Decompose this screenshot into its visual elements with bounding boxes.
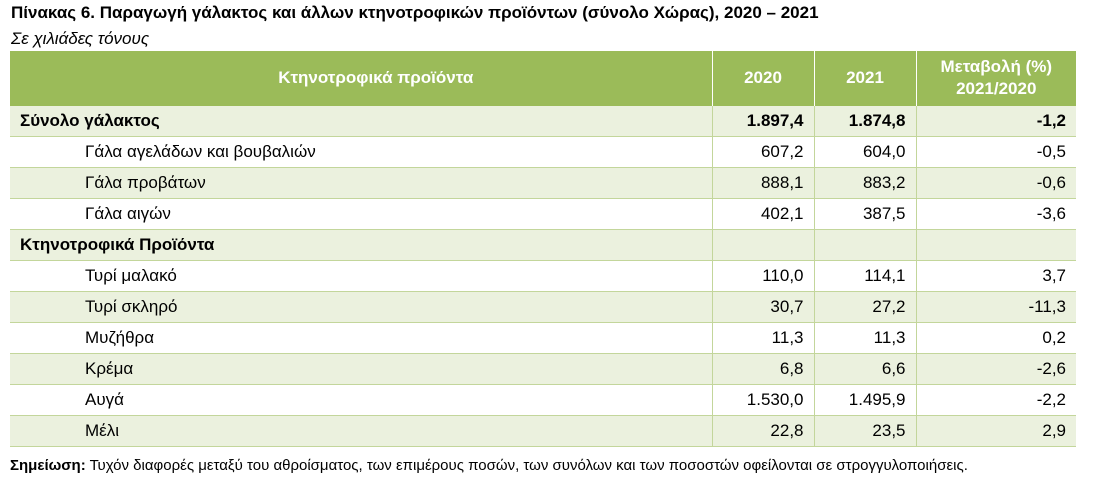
cell-change: -1,2 bbox=[916, 106, 1076, 137]
cell-change: -0,6 bbox=[916, 168, 1076, 199]
cell-2020: 11,3 bbox=[712, 323, 814, 354]
table-note bbox=[10, 455, 1076, 476]
cell-2021 bbox=[814, 230, 916, 261]
table-row bbox=[10, 323, 1076, 354]
cell-2020: 1.897,4 bbox=[712, 106, 814, 137]
header-change bbox=[916, 51, 1076, 106]
table-row bbox=[10, 199, 1076, 230]
note-text: Τυχόν διαφορές μεταξύ του αθροίσματος, των επιμέρους ποσών, των συνόλων και των ποσοστών οφείλονται σε στρογγυλοποιήσεις. bbox=[89, 457, 968, 474]
header-change-line1: Μεταβολή (%) bbox=[940, 57, 1053, 76]
cell-2020: 888,1 bbox=[712, 168, 814, 199]
header-2021: 2021 bbox=[814, 51, 916, 106]
cell-change: -2,6 bbox=[916, 354, 1076, 385]
header-2020: 2020 bbox=[712, 51, 814, 106]
table-row bbox=[10, 168, 1076, 199]
row-label: Σύνολο γάλακτος bbox=[10, 106, 712, 137]
table-body bbox=[10, 106, 1076, 447]
cell-change: -3,6 bbox=[916, 199, 1076, 230]
cell-2020: 607,2 bbox=[712, 137, 814, 168]
cell-change: -11,3 bbox=[916, 292, 1076, 323]
header-row bbox=[10, 51, 1076, 106]
cell-change: 0,2 bbox=[916, 323, 1076, 354]
cell-2020: 1.530,0 bbox=[712, 385, 814, 416]
cell-change: 3,7 bbox=[916, 261, 1076, 292]
cell-change: 2,9 bbox=[916, 416, 1076, 447]
cell-2021: 11,3 bbox=[814, 323, 916, 354]
cell-2020: 30,7 bbox=[712, 292, 814, 323]
cell-2021: 6,6 bbox=[814, 354, 916, 385]
cell-2020: 22,8 bbox=[712, 416, 814, 447]
table-row bbox=[10, 385, 1076, 416]
cell-2021: 604,0 bbox=[814, 137, 916, 168]
row-label: Γάλα αγελάδων και βουβαλιών bbox=[10, 137, 712, 168]
table-row bbox=[10, 354, 1076, 385]
note-label: Σημείωση: bbox=[10, 457, 86, 474]
header-change-line2: 2021/2020 bbox=[956, 79, 1037, 98]
cell-change: -0,5 bbox=[916, 137, 1076, 168]
cell-2021: 27,2 bbox=[814, 292, 916, 323]
table-row-section-livestock bbox=[10, 230, 1076, 261]
cell-2021: 114,1 bbox=[814, 261, 916, 292]
cell-2021: 23,5 bbox=[814, 416, 916, 447]
cell-2020: 6,8 bbox=[712, 354, 814, 385]
table-title: Πίνακας 6. Παραγωγή γάλακτος και άλλων κτηνοτροφικών προϊόντων (σύνολο Χώρας), 2020 – 2021 bbox=[11, 3, 819, 22]
cell-2021: 1.495,9 bbox=[814, 385, 916, 416]
table-header bbox=[10, 51, 1076, 106]
cell-2021: 387,5 bbox=[814, 199, 916, 230]
cell-2020: 402,1 bbox=[712, 199, 814, 230]
cell-2021: 1.874,8 bbox=[814, 106, 916, 137]
header-product: Κτηνοτροφικά προϊόντα bbox=[10, 51, 712, 106]
row-label: Μυζήθρα bbox=[10, 323, 712, 354]
production-table bbox=[10, 51, 1076, 447]
cell-2020 bbox=[712, 230, 814, 261]
table-row bbox=[10, 261, 1076, 292]
row-label: Κρέμα bbox=[10, 354, 712, 385]
row-label: Κτηνοτροφικά Προϊόντα bbox=[10, 230, 712, 261]
row-label: Τυρί σκληρό bbox=[10, 292, 712, 323]
table-row bbox=[10, 137, 1076, 168]
table-row-total-milk bbox=[10, 106, 1076, 137]
cell-change bbox=[916, 230, 1076, 261]
table-subtitle: Σε χιλιάδες τόνους bbox=[11, 29, 150, 48]
row-label: Αυγά bbox=[10, 385, 712, 416]
cell-2020: 110,0 bbox=[712, 261, 814, 292]
table-row bbox=[10, 416, 1076, 447]
table-row bbox=[10, 292, 1076, 323]
cell-change: -2,2 bbox=[916, 385, 1076, 416]
cell-2021: 883,2 bbox=[814, 168, 916, 199]
row-label: Γάλα προβάτων bbox=[10, 168, 712, 199]
row-label: Μέλι bbox=[10, 416, 712, 447]
row-label: Τυρί μαλακό bbox=[10, 261, 712, 292]
row-label: Γάλα αιγών bbox=[10, 199, 712, 230]
